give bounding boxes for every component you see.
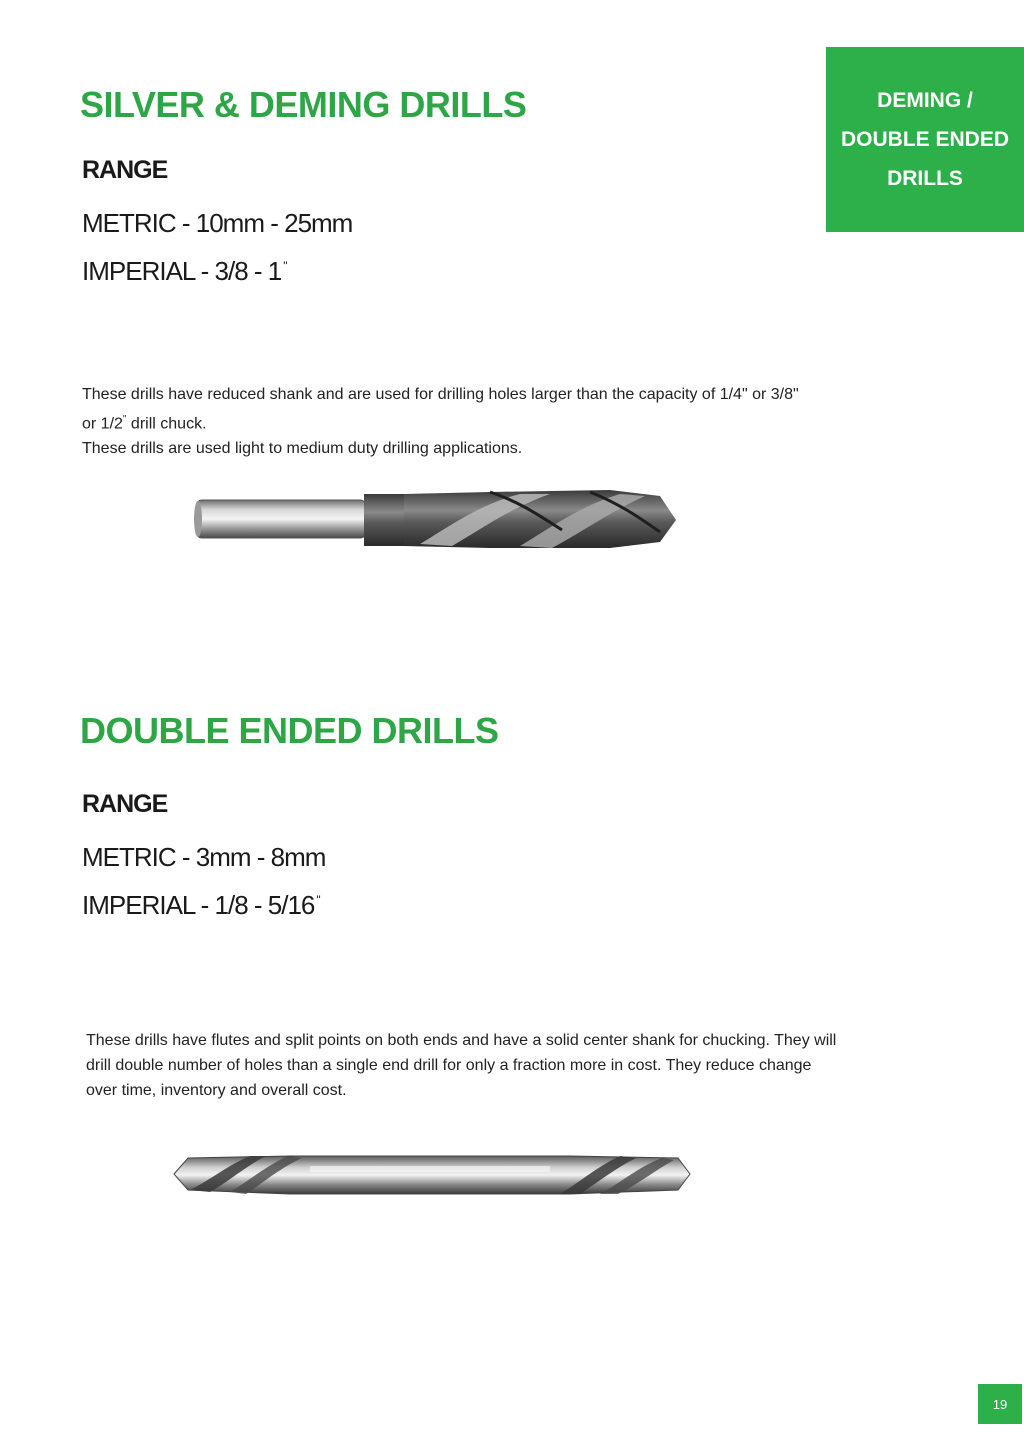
section1-description	[82, 382, 982, 461]
section2-imperial-range	[82, 890, 320, 921]
category-tab-line2: DOUBLE ENDED	[840, 128, 1009, 151]
section1-imperial-range	[82, 256, 286, 287]
section2-inch-mark: "	[316, 893, 320, 908]
section2-desc-line3: over time, inventory and overall cost.	[86, 1082, 347, 1099]
section2-desc-line2: drill double number of holes than a single end drill for only a fraction more in cost. They reduce change	[86, 1057, 812, 1074]
section2-desc-line1: These drills have flutes and split points on both ends and have a solid center shank for chucking. They will	[86, 1032, 837, 1049]
category-tab-line3: DRILLS	[887, 167, 963, 190]
double-ended-drill-image	[170, 1150, 695, 1200]
section1-desc-line1: These drills have reduced shank and are used for drilling holes larger than the capacity of 1/4" or 3/8"	[82, 386, 799, 403]
section1-desc-line3: These drills are used light to medium duty drilling applications.	[82, 440, 523, 458]
section1-title: SILVER & DEMING DRILLS	[80, 84, 527, 125]
section2-range-label: RANGE	[82, 790, 168, 818]
section2-metric-range: METRIC - 3mm - 8mm	[82, 842, 326, 872]
section1-desc-line2-start: or 1/2	[82, 415, 123, 433]
section2-title: DOUBLE ENDED DRILLS	[80, 710, 499, 751]
category-tab-line1: DEMING /	[877, 89, 973, 112]
section1-imperial-text: IMPERIAL - 3/8 - 1	[82, 256, 282, 286]
section1-desc-inch-mark: "	[122, 414, 127, 425]
section2-imperial-text: IMPERIAL - 1/8 - 5/16	[82, 890, 315, 920]
section1-desc-line2-end: drill chuck.	[126, 415, 207, 433]
page-number: 19	[978, 1384, 1022, 1424]
section1-inch-mark: "	[283, 259, 287, 274]
section1-range-label: RANGE	[82, 156, 168, 184]
section1-metric-range: METRIC - 10mm - 25mm	[82, 208, 353, 238]
category-tab[interactable]	[826, 47, 1024, 232]
section2-description	[86, 1028, 996, 1103]
deming-drill-image	[190, 486, 680, 554]
section1-desc-line2	[82, 407, 982, 436]
